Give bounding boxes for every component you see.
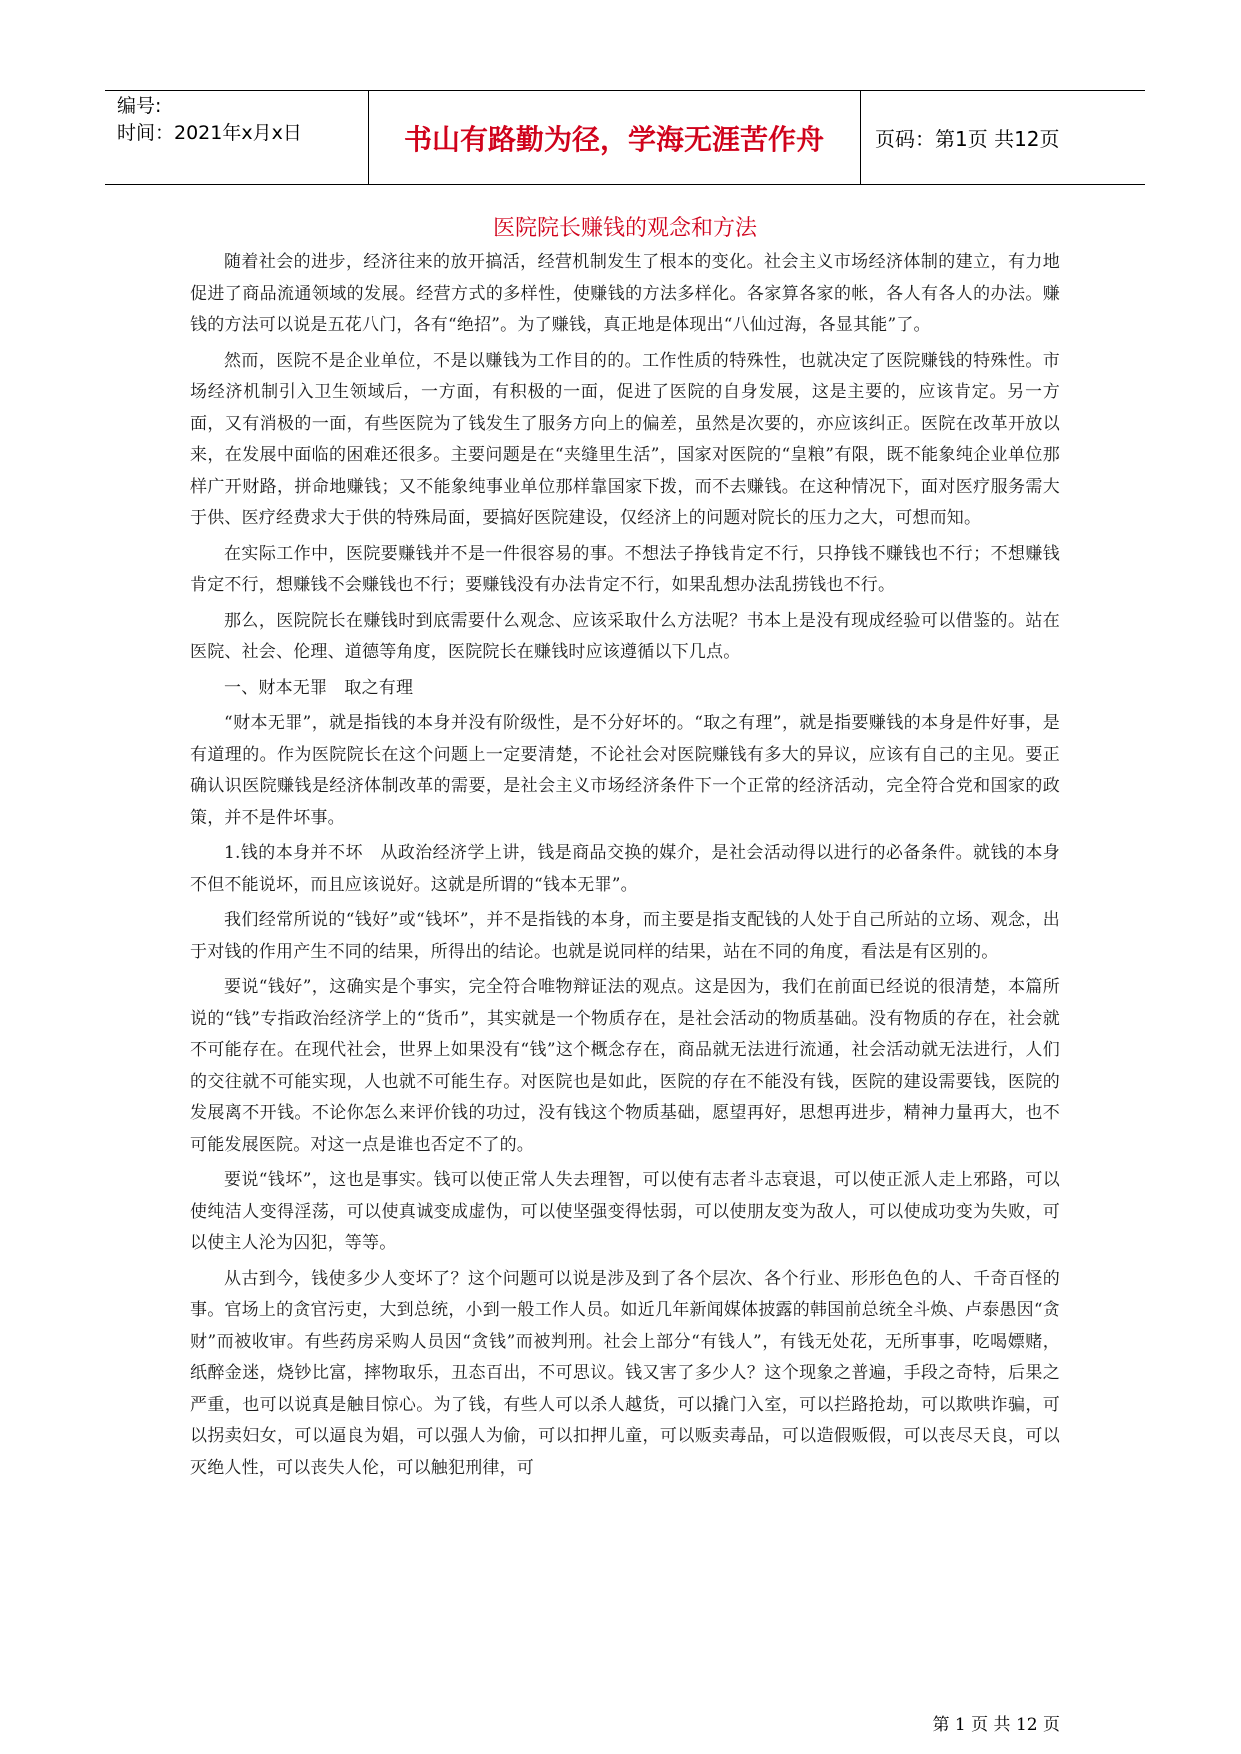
document-number-label: 编号: (117, 95, 162, 117)
document-time-label: 时间：2021年x月x日 (117, 122, 302, 144)
page-header (105, 90, 1145, 185)
header-motto: 书山有路勤为径，学海无涯苦作舟 (403, 122, 824, 156)
section-heading: 一、财本无罪 取之有理 (224, 677, 414, 698)
paragraph: 1.钱的本身并不坏 从政治经济学上讲，钱是商品交换的媒介，是社会活动得以进行的必备条件。就钱的本身不但不能说坏，而且应该说好。这就是所谓的“钱本无罪”。 (190, 843, 1060, 895)
paragraph: 我们经常所说的“钱好”或“钱坏”，并不是指钱的本身，而主要是指支配钱的人处于自己所站的立场、观念，出于对钱的作用产生不同的结果，所得出的结论。也就是说同样的结果，站在不同的角度，看法是有区别的。 (190, 910, 1060, 962)
paragraph: 从古到今，钱使多少人变坏了？这个问题可以说是涉及到了各个层次、各个行业、形形色色的人、千奇百怪的事。官场上的贪官污吏，大到总统，小到一般工作人员。如近几年新闻媒体披露的韩国前总统全斗焕、卢泰愚因“贪财”而被收审。有些药房采购人员因“贪钱”而被判刑。社会上部分“有钱人”，有钱无处花，无所事事，吃喝嫖赌，纸醉金迷，烧钞比富，摔物取乐，丑态百出，不可思议。钱又害了多少人？这个现象之普遍，手段之奇特，后果之严重，也可以说真是触目惊心。为了钱，有些人可以杀人越货，可以撬门入室，可以拦路抢劫，可以欺哄诈骗，可以拐卖妇女，可以逼良为娼，可以强人为偷，可以扣押儿童，可以贩卖毒品，可以造假贩假，可以丧尽天良，可以灭绝人性，可以丧失人伦，可以触犯刑律，可 (190, 1268, 1060, 1478)
paragraph: 然而，医院不是企业单位，不是以赚钱为工作目的的。工作性质的特殊性，也就决定了医院赚钱的特殊性。市场经济机制引入卫生领域后，一方面，有积极的一面，促进了医院的自身发展，这是主要的，应该肯定。另一方面，又有消极的一面，有些医院为了钱发生了服务方向上的偏差，虽然是次要的，亦应该纠正。医院在改革开放以来，在发展中面临的困难还很多。主要问题是在“夹缝里生活”，国家对医院的“皇粮”有限，既不能象纯企业单位那样广开财路，拼命地赚钱；又不能象纯事业单位那样靠国家下拨，而不去赚钱。在这种情况下，面对医疗服务需大于供、医疗经费求大于供的特殊局面，要搞好医院建设，仅经济上的问题对院长的压力之大，可想而知。 (190, 350, 1060, 528)
header-divider (368, 91, 369, 184)
paragraph: 那么，医院院长在赚钱时到底需要什么观念、应该采取什么方法呢？书本上是没有现成经验可以借鉴的。站在医院、社会、伦理、道德等角度，医院院长在赚钱时应该遵循以下几点。 (190, 610, 1060, 662)
paragraph: 要说“钱坏”，这也是事实。钱可以使正常人失去理智，可以使有志者斗志衰退，可以使正派人走上邪路，可以使纯洁人变得淫荡，可以使真诚变成虚伪，可以使坚强变得怯弱，可以使朋友变为敌人，可以使成功变为失败，可以使主人沦为囚犯，等等。 (190, 1170, 1060, 1253)
header-meta (117, 93, 367, 147)
paragraph: “财本无罪”，就是指钱的本身并没有阶级性，是不分好坏的。“取之有理”，就是指要赚钱的本身是件好事，是有道理的。作为医院院长在这个问题上一定要清楚，不论社会对医院赚钱有多大的异议，应该有自己的主见。要正确认识医院赚钱是经济体制改革的需要，是社会主义市场经济条件下一个正常的经济活动，完全符合党和国家的政策，并不是件坏事。 (190, 713, 1060, 828)
document-title: 医院院长赚钱的观念和方法 (492, 216, 757, 241)
header-page-info: 页码：第1页 共12页 (875, 127, 1060, 151)
paragraph: 在实际工作中，医院要赚钱并不是一件很容易的事。不想法子挣钱肯定不行，只挣钱不赚钱也不行；不想赚钱肯定不行，想赚钱不会赚钱也不行；要赚钱没有办法肯定不行，如果乱想办法乱捞钱也不行。 (190, 543, 1060, 595)
paragraph: 要说“钱好”，这确实是个事实，完全符合唯物辩证法的观点。这是因为，我们在前面已经说的很清楚，本篇所说的“钱”专指政治经济学上的“货币”，其实就是一个物质存在，是社会活动的物质基础。没有物质的存在，社会就不可能存在。在现代社会，世界上如果没有“钱”这个概念存在，商品就无法进行流通，社会活动就无法进行，人们的交往就不可能实现，人也就不可能生存。对医院也是如此，医院的存在不能没有钱，医院的建设需要钱，医院的发展离不开钱。不论你怎么来评价钱的功过，没有钱这个物质基础，愿望再好，思想再进步，精神力量再大，也不可能发展医院。对这一点是谁也否定不了的。 (190, 977, 1060, 1155)
paragraph: 随着社会的进步，经济往来的放开搞活，经营机制发生了根本的变化。社会主义市场经济体制的建立，有力地促进了商品流通领域的发展。经营方式的多样性，使赚钱的方法多样化。各家算各家的帐，各人有各人的办法。赚钱的方法可以说是五花八门，各有“绝招”。为了赚钱，真正地是体现出“八仙过海，各显其能”了。 (190, 252, 1060, 335)
document-body (190, 247, 1060, 1488)
header-divider (860, 91, 861, 184)
page-footer-number: 第 1 页 共 12 页 (932, 1715, 1060, 1735)
